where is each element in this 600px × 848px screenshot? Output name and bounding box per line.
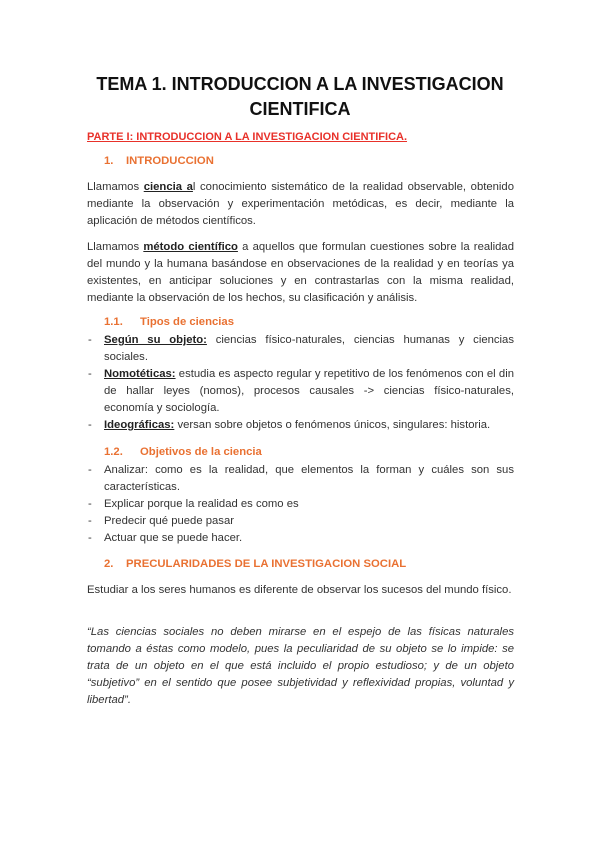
text: ciencias físico-naturales, ciencias humanas y ciencias sociales.: [104, 334, 514, 363]
bold-term: ciencia a: [143, 181, 193, 193]
text: versan sobre objetos o fenómenos únicos, singulares: historia.: [174, 419, 491, 431]
text: Llamamos: [87, 181, 144, 193]
tipos-list-container: [87, 332, 514, 434]
list-item: - Predecir qué puede pasar: [87, 513, 514, 530]
section-title: PRECULARIDADES DE LA INVESTIGACION SOCIAL: [126, 558, 407, 570]
quote-paragraph: “Las ciencias sociales no deben mirarse en el espejo de las físicas naturales tomando a éstas como modelo, pues la peculiaridad de su objeto se lo impide: se trata de un objeto en el que está incluido el propio estudioso; y de un objeto “subjetivo” en el sentido que posee subjetividad y reflexividad propias, voluntad y libertad”.: [87, 626, 514, 706]
objetivos-list: [87, 462, 514, 547]
text: Llamamos: [87, 241, 144, 253]
list-item: [87, 366, 514, 417]
objetivos-list-container: [87, 462, 514, 547]
subsection-title: Tipos de ciencias: [140, 316, 234, 328]
text: l conocimiento sistemático de la realidad observable, obtenido mediante la observación y experimentación metódicas, es decir, mediante la aplicación de métodos científicos.: [87, 181, 515, 227]
bold-term: Ideográficas:: [104, 419, 175, 431]
list-item: [87, 417, 514, 434]
section-number: 1.: [104, 155, 114, 167]
paragraph-ciencia: [87, 179, 514, 230]
list-item: [87, 332, 514, 366]
section-heading-2: [104, 558, 406, 570]
bold-term: Nomotéticas:: [104, 368, 176, 380]
subsection-title: Objetivos de la ciencia: [140, 446, 262, 458]
document-title: TEMA 1. INTRODUCCION A LA INVESTIGACION CIENTIFICA: [96, 74, 504, 119]
part-heading: PARTE I: INTRODUCCION A LA INVESTIGACION CIENTIFICA.: [87, 131, 408, 143]
section-title: INTRODUCCION: [126, 155, 214, 167]
section-number: 2.: [104, 558, 114, 570]
subsection-number: 1.2.: [104, 446, 123, 458]
list-item: - Actuar que se puede hacer.: [87, 530, 514, 547]
paragraph-estudiar: Estudiar a los seres humanos es diferente de observar los sucesos del mundo físico.: [87, 584, 512, 596]
text: estudia es aspecto regular y repetitivo de los fenómenos con el din de hallar leyes (nomos), procesos causales -> ciencias físico-naturales, economía y sociología.: [104, 368, 514, 414]
bold-term: método científico: [143, 241, 238, 253]
subsection-number: 1.1.: [104, 316, 123, 328]
paragraph-metodo: [87, 239, 514, 307]
list-item: - Explicar porque la realidad es como es: [87, 496, 514, 513]
section-heading-1: [104, 155, 214, 167]
bold-term: Según su objeto:: [104, 334, 207, 346]
subsection-heading-1-1: [104, 316, 234, 328]
tipos-list: [87, 332, 514, 434]
text: a aquellos que formulan cuestiones sobre la realidad del mundo y la humana basándose en observaciones de la realidad y en teorías ya existentes, en anticipar soluciones y en contrastarlas con la misma realidad, mediante la observación de los hechos, su clasificación y análisis.: [87, 241, 515, 304]
list-item: - Analizar: como es la realidad, que elementos la forman y cuáles son sus características.: [87, 462, 514, 496]
subsection-heading-1-2: [104, 446, 262, 458]
